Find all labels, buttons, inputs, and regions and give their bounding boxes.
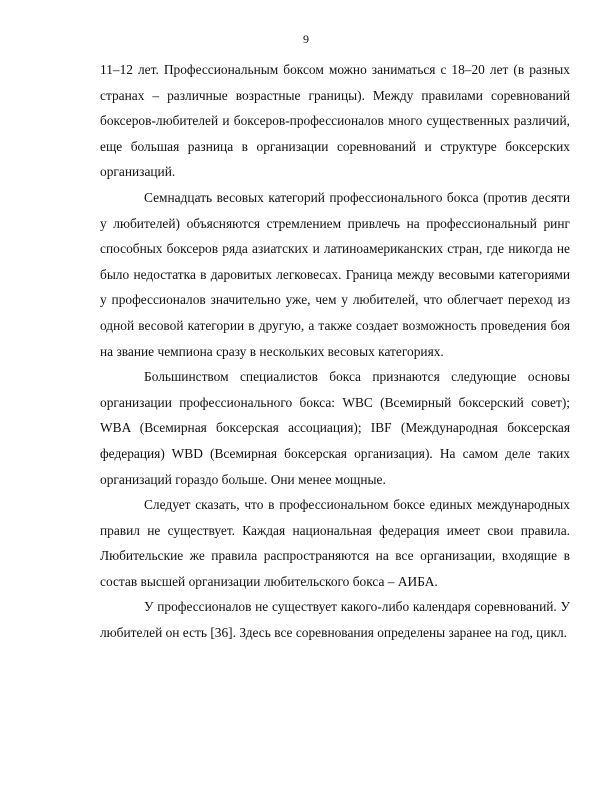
page-number: 9 — [303, 32, 309, 46]
paragraph-2: Семнадцать весовых категорий профессионального бокса (против десяти у любителей) объясняются стремлением привлечь на профессиональный ринг способных боксеров ряда азиатских и латиноамериканских стран, где никогда не было недостатка в даровитых легковесах. Граница между весовыми категориями у профессионалов значительно уже, чем у любителей, что облегчает переход из одной весовой категории в другую, а также создает возможность проведения боя на звание чемпиона сразу в нескольких весовых категориях. — [100, 189, 570, 359]
paragraph-1: 11–12 лет. Профессиональным боксом можно заниматься с 18–20 лет (в разных странах – различные возрастные границы). Между правилами соревнований боксеров-любителей и боксеров-профессионалов много существенных различий, еще большая разница в организации соревнований и структуре боксерских организаций. — [100, 62, 570, 180]
paragraph-3: Большинством специалистов бокса признаются следующие основы организации профессионального бокса: WBC (Всемирный боксерский совет); WBA (Всемирная боксерская ассоциация); IBF (Международная боксерская федерация) WBD (Всемирная боксерская организация). На самом деле таких организаций гораздо больше. Они менее мощные. — [100, 369, 570, 487]
paragraph-4: Следует сказать, что в профессиональном боксе единых международных правил не существует. Каждая национальная федерация имеет свои правила. Любительские же правила распространяются на все организации, входящие в состав высшей организации любительского бокса – АИБА. — [100, 497, 570, 589]
body-text — [100, 57, 570, 646]
paragraph-5: У профессионалов не существует какого-либо календаря соревнований. У любителей он есть [36]. Здесь все соревнования определены заранее на год, цикл. — [100, 599, 570, 641]
